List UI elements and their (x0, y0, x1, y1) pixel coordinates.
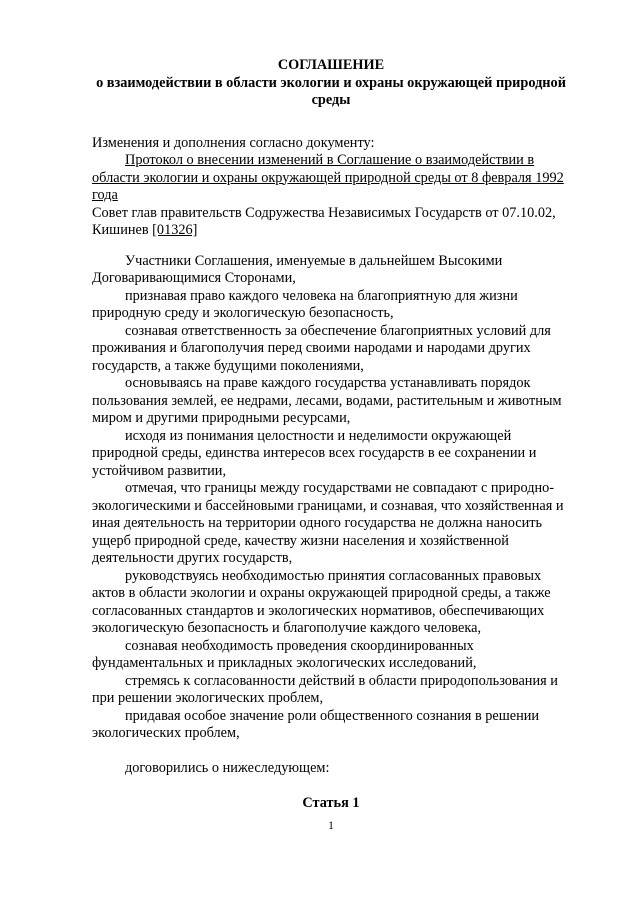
document-subtitle: о взаимодействии в области экологии и охраны окружающей природной среды (96, 74, 566, 108)
preamble-paragraph: стремясь к согласованности действий в области природопользования и при решении экологических проблем, (92, 672, 558, 706)
amendments-source (92, 205, 570, 240)
preamble (92, 253, 570, 743)
amendments-link-paragraph (92, 152, 570, 205)
protocol-document-link[interactable]: Протокол о внесении изменений в Соглашение о взаимодействии в области экологии и охраны окружающей природной среды от 8 февраля 1992 года (92, 152, 564, 203)
article-heading: Статья 1 (302, 795, 360, 811)
preamble-paragraph: Участники Соглашения, именуемые в дальнейшем Высокими Договаривающимися Сторонами, (92, 252, 503, 286)
amendments-intro: Изменения и дополнения согласно документу: (92, 134, 375, 151)
preamble-paragraph: руководствуясь необходимостью принятия согласованных правовых актов в области экологии и охраны окружающей природной среды, а также согласованных стандартов и экологических нормативов, обеспечивающих экологическую безопасность и благополучие каждого человека, (92, 567, 551, 636)
document-title: СОГЛАШЕНИЕ (277, 57, 385, 73)
ref-code-link[interactable]: [01326] (152, 222, 198, 238)
page-number: 1 (328, 819, 334, 832)
amendments-note (92, 135, 570, 240)
preamble-paragraph: исходя из понимания целостности и неделимости окружающей природной среды, единства интересов всех государств в ее сохранении и устойчивом развитии, (92, 427, 537, 479)
preamble-paragraph: сознавая необходимость проведения скоординированных фундаментальных и прикладных экологических исследований, (92, 637, 477, 671)
preamble-paragraph: придавая особое значение роли общественного сознания в решении экологических проблем, (92, 707, 540, 741)
preamble-paragraph: отмечая, что границы между государствами не совпадают с природно-экологическими и бассейновыми границами, и сознавая, что хозяйственная и иная деятельность на территории одного государства не должна наносить ущерб природной среде, качеству жизни населения и хозяйственной деятельности других государств, (92, 480, 564, 566)
preamble-paragraph: основываясь на праве каждого государства устанавливать порядок пользования землей, ее недрами, лесами, водами, растительным и животным миром и другими природными ресурсами, (92, 375, 562, 426)
preamble-paragraph: признавая право каждого человека на благоприятную для жизни природную среду и экологическую безопасность, (92, 287, 518, 321)
document-header (92, 57, 570, 110)
preamble-paragraph: сознавая ответственность за обеспечение благоприятных условий для проживания и благополучия перед своими народами и народами других государств, а также будущими поколениями, (92, 322, 551, 374)
amendments-source-text: Совет глав правительств Содружества Независимых Государств от 07.10.02, Кишинев (92, 204, 556, 238)
resolution-clause: договорились о нижеследующем: (125, 759, 330, 776)
